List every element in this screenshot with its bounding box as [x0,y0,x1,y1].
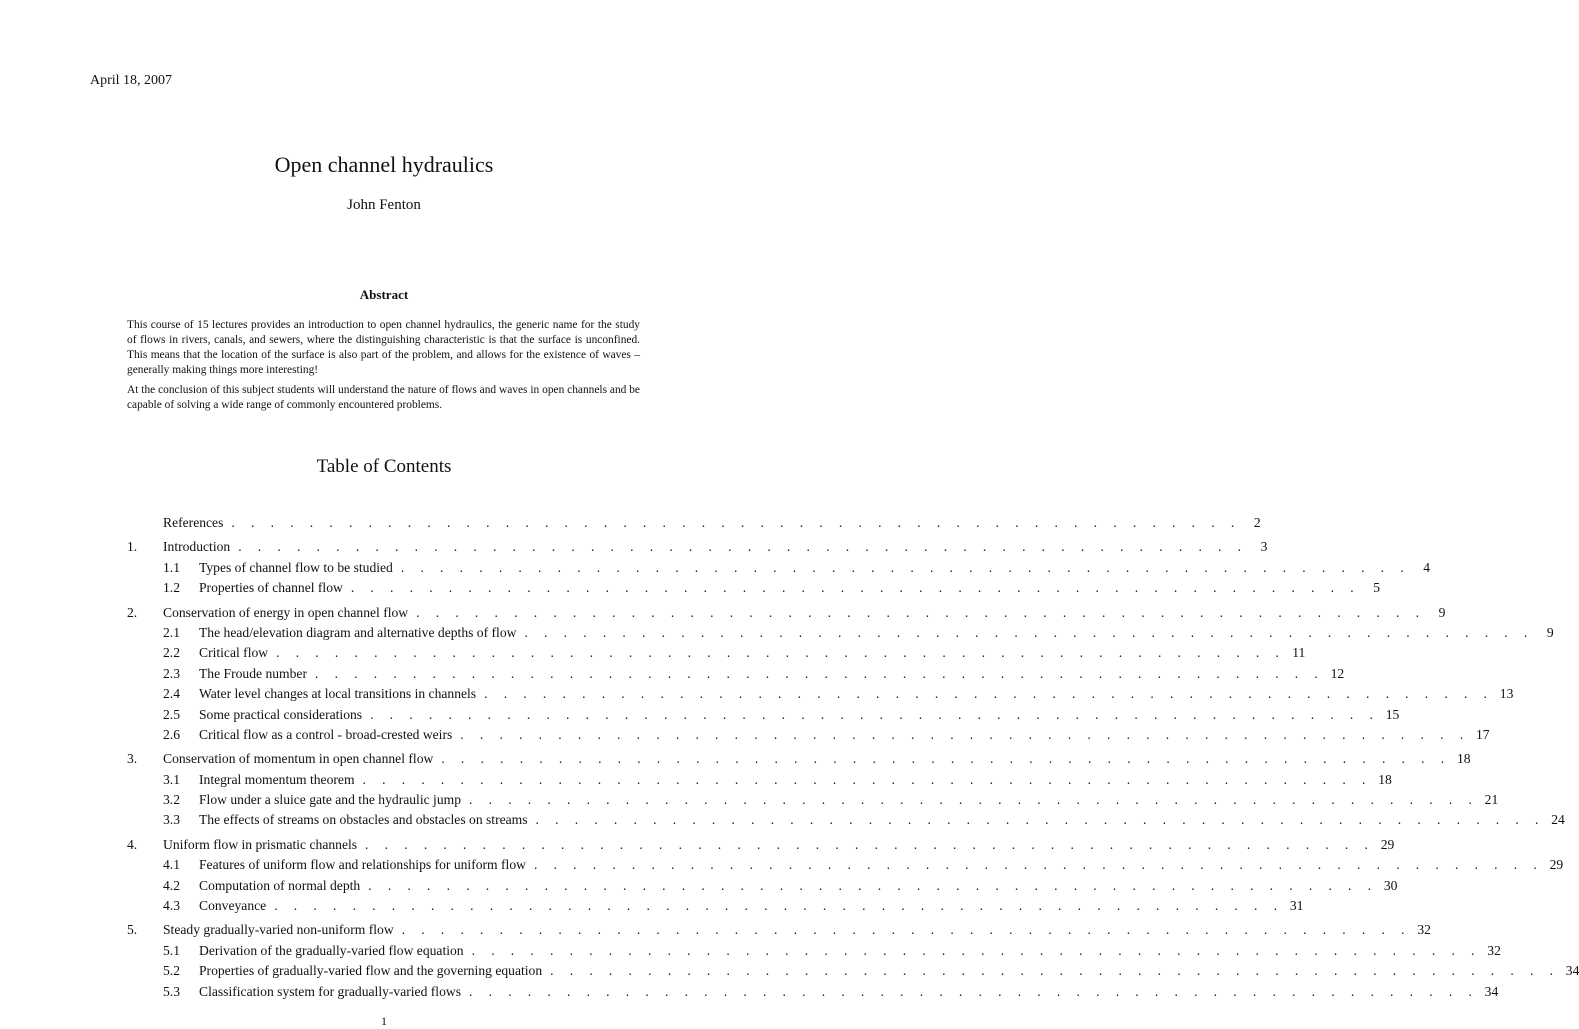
toc-dot-leader: . . . . . . . . . . . . . . . . . . . . . . . . . . . . . . . . . . . . . . . . . . . . . . . . . . . . [231,515,1241,530]
toc-entry-number: 2.5 [163,706,180,722]
toc-subentry[interactable] [127,810,1565,830]
toc-subentry[interactable] [127,623,1554,643]
toc-subentry[interactable] [127,876,1398,896]
toc-dot-leader: . . . . . . . . . . . . . . . . . . . . . . . . . . . . . . . . . . . . . . . . . . . . . . . . . . . . [368,877,1378,893]
toc-subentry[interactable] [127,941,1501,961]
toc-entry-page: 3 [1260,539,1268,555]
toc-entry-label: Conservation of energy in open channel flow [163,604,409,620]
toc-entry-label: The Froude number [199,665,307,681]
toc-entry-label: Integral momentum theorem [199,771,355,787]
toc-entry-label: Some practical considerations [199,706,363,722]
toc-entry-label: Introduction [163,539,231,555]
toc-entry[interactable] [127,749,1471,769]
toc-entry-number: 2.3 [163,665,180,681]
toc-subentry[interactable] [127,684,1514,704]
toc-dot-leader: . . . . . . . . . . . . . . . . . . . . . . . . . . . . . . . . . . . . . . . . . . . . . . . . . . . . [350,580,1361,596]
toc-entry-number: 2.4 [163,686,180,702]
abstract-paragraph: This course of 15 lectures provides an introduction to open channel hydraulics, the generic name for the study of flows in rivers, canals, and sewers, where the distinguishing characteristic is that the surface is unconfined. This means that the location of the surface is also part of the problem, and allows for the existence of waves – generally making things more interesting! [127,319,640,376]
toc-entry-page: 18 [1378,771,1392,787]
toc-entry[interactable] [127,920,1431,940]
toc-entry-page: 13 [1499,686,1514,702]
toc-entry-label: Critical flow [199,645,269,661]
toc-entry-label: Derivation of the gradually-varied flow equation [199,942,464,958]
toc-entry-page: 34 [1484,983,1499,999]
toc-dot-leader: . . . . . . . . . . . . . . . . . . . . . . . . . . . . . . . . . . . . . . . . . . . . . . . . . . . . [460,726,1470,742]
toc-dot-leader: . . . . . . . . . . . . . . . . . . . . . . . . . . . . . . . . . . . . . . . . . . . . . . . . . . . . [276,645,1286,661]
toc-entry-number: 4.3 [163,898,180,914]
toc-dot-leader: . . . . . . . . . . . . . . . . . . . . . . . . . . . . . . . . . . . . . . . . . . . . . . . . . . . . [535,812,1545,828]
toc-entry-label: The effects of streams on obstacles and obstacles on streams [199,812,528,828]
toc-dot-leader: . . . . . . . . . . . . . . . . . . . . . . . . . . . . . . . . . . . . . . . . . . . . . . . . . . . . [365,836,1375,852]
toc-dot-leader: . . . . . . . . . . . . . . . . . . . . . . . . . . . . . . . . . . . . . . . . . . . . . . . . . . . . [550,963,1560,979]
toc-dot-leader: . . . . . . . . . . . . . . . . . . . . . . . . . . . . . . . . . . . . . . . . . . . . . . . . . . . . [469,983,1479,999]
toc-entry-page: 31 [1289,898,1304,914]
toc-entry-number: 3.2 [163,792,180,808]
toc-entry-number: 3. [127,751,138,767]
toc-subentry[interactable] [127,855,1564,875]
toc-dot-leader: . . . . . . . . . . . . . . . . . . . . . . . . . . . . . . . . . . . . . . . . . . . . . . . . . . . . [533,857,1544,873]
toc-entry-number: 5.1 [163,942,180,958]
toc-entry-label: References [163,515,224,530]
toc-subentry[interactable] [127,664,1345,684]
toc-entry-page: 29 [1549,857,1564,873]
toc-dot-leader: . . . . . . . . . . . . . . . . . . . . . . . . . . . . . . . . . . . . . . . . . . . . . . . . . . . . [401,922,1411,938]
toc-entry[interactable] [127,537,1268,557]
toc-entry-page: 29 [1380,836,1395,852]
toc-entry-label: Computation of normal depth [199,877,361,893]
toc-entry-label: Types of channel flow to be studied [199,559,393,575]
toc-entry-number: 5. [127,922,138,938]
table-of-contents [127,513,1579,1002]
toc-entry-number: 2. [127,604,138,620]
toc-subentry[interactable] [127,896,1304,916]
toc-entry-page: 4 [1423,559,1431,575]
toc-dot-leader: . . . . . . . . . . . . . . . . . . . . . . . . . . . . . . . . . . . . . . . . . . . . . . . . . . . . [469,792,1479,808]
toc-entry-number: 2.1 [163,624,180,640]
toc-entry-number: 1.2 [163,580,180,596]
toc-entry-label: Water level changes at local transitions in channels [199,686,477,702]
toc-entry-page: 9 [1546,624,1554,640]
toc-entry-label: Properties of channel flow [199,580,343,596]
toc-dot-leader: . . . . . . . . . . . . . . . . . . . . . . . . . . . . . . . . . . . . . . . . . . . . . . . . . . . . [370,706,1380,722]
page-number: 1 [381,1014,387,1028]
toc-entry[interactable] [127,603,1446,623]
toc-entry-page: 21 [1484,792,1499,808]
toc-entry-page: 34 [1565,963,1579,979]
toc-entry-page: 32 [1417,922,1431,938]
toc-subentry[interactable] [127,725,1490,745]
toc-dot-leader: . . . . . . . . . . . . . . . . . . . . . . . . . . . . . . . . . . . . . . . . . . . . . . . . . . . . [471,942,1481,958]
toc-subentry[interactable] [127,790,1499,810]
toc-entry-page: 2 [1253,515,1261,530]
toc-dot-leader: . . . . . . . . . . . . . . . . . . . . . . . . . . . . . . . . . . . . . . . . . . . . . . . . . . . . [362,771,1372,787]
toc-entry-number: 5.2 [163,963,180,979]
toc-dot-leader: . . . . . . . . . . . . . . . . . . . . . . . . . . . . . . . . . . . . . . . . . . . . . . . . . . . . [400,559,1411,575]
toc-entry-label: Conservation of momentum in open channel flow [163,751,434,767]
toc-dot-leader: . . . . . . . . . . . . . . . . . . . . . . . . . . . . . . . . . . . . . . . . . . . . . . . . . . . . [441,751,1451,767]
toc-dot-leader: . . . . . . . . . . . . . . . . . . . . . . . . . . . . . . . . . . . . . . . . . . . . . . . . . . . . [274,898,1284,914]
abstract-body [127,318,640,418]
toc-entry-label: Features of uniform flow and relationships for uniform flow [199,857,526,873]
toc-entry-page: 9 [1438,604,1446,620]
toc-subentry[interactable] [127,705,1400,725]
toc-entry-label: Critical flow as a control - broad-crested weirs [199,726,453,742]
toc-entry-page: 11 [1292,645,1306,661]
toc-entry-number: 4.1 [163,857,180,873]
toc-entry-page: 17 [1475,726,1490,742]
toc-entry[interactable] [127,835,1395,855]
toc-entry-number: 3.3 [163,812,180,828]
toc-heading: Table of Contents [316,456,452,477]
toc-entry-page: 15 [1385,706,1400,722]
toc-entry-label: The head/elevation diagram and alternative depths of flow [199,624,517,640]
toc-entry-page: 24 [1551,812,1565,828]
toc-dot-leader: . . . . . . . . . . . . . . . . . . . . . . . . . . . . . . . . . . . . . . . . . . . . . . . . . . . . [524,624,1534,640]
toc-entry-label: Flow under a sluice gate and the hydraulic jump [199,792,461,808]
toc-entry-number: 1. [127,539,138,555]
document-author: John Fenton [347,197,421,213]
abstract-heading: Abstract [359,287,409,302]
toc-entry-page: 32 [1487,942,1501,958]
toc-entry-page: 5 [1373,580,1381,596]
toc-subentry[interactable] [127,558,1431,578]
toc-subentry[interactable] [127,578,1381,598]
toc-subentry[interactable] [127,982,1499,1002]
toc-subentry[interactable] [127,643,1306,663]
toc-entry-number: 3.1 [163,771,180,787]
toc-entry-label: Classification system for gradually-varied flows [199,983,461,999]
toc-subentry[interactable] [127,961,1579,981]
toc-dot-leader: . . . . . . . . . . . . . . . . . . . . . . . . . . . . . . . . . . . . . . . . . . . . . . . . . . . . [416,604,1426,620]
toc-entry-page: 12 [1330,665,1345,681]
toc-entry[interactable] [127,513,1261,533]
toc-entry-number: 2.6 [163,726,180,742]
toc-entry-number: 1.1 [163,559,180,575]
toc-entry-number: 5.3 [163,983,180,999]
abstract-paragraph: At the conclusion of this subject students will understand the nature of flows and waves in open channels and be capable of solving a wide range of commonly encountered problems. [127,384,640,411]
toc-entry-page: 30 [1383,877,1398,893]
toc-entry-label: Properties of gradually-varied flow and the governing equation [199,963,543,979]
toc-entry-label: Steady gradually-varied non-uniform flow [163,922,394,938]
toc-entry-number: 4.2 [163,877,180,893]
toc-dot-leader: . . . . . . . . . . . . . . . . . . . . . . . . . . . . . . . . . . . . . . . . . . . . . . . . . . . . [238,539,1248,555]
toc-dot-leader: . . . . . . . . . . . . . . . . . . . . . . . . . . . . . . . . . . . . . . . . . . . . . . . . . . . . [314,665,1325,681]
toc-entry-number: 2.2 [163,645,180,661]
toc-entry-number: 4. [127,836,138,852]
toc-subentry[interactable] [127,770,1392,790]
toc-dot-leader: . . . . . . . . . . . . . . . . . . . . . . . . . . . . . . . . . . . . . . . . . . . . . . . . . . . . [484,686,1494,702]
toc-entry-label: Uniform flow in prismatic channels [163,836,358,852]
document-title: Open channel hydraulics [274,152,494,177]
document-date: April 18, 2007 [90,73,173,88]
toc-entry-label: Conveyance [199,898,267,914]
toc-entry-page: 18 [1456,751,1471,767]
